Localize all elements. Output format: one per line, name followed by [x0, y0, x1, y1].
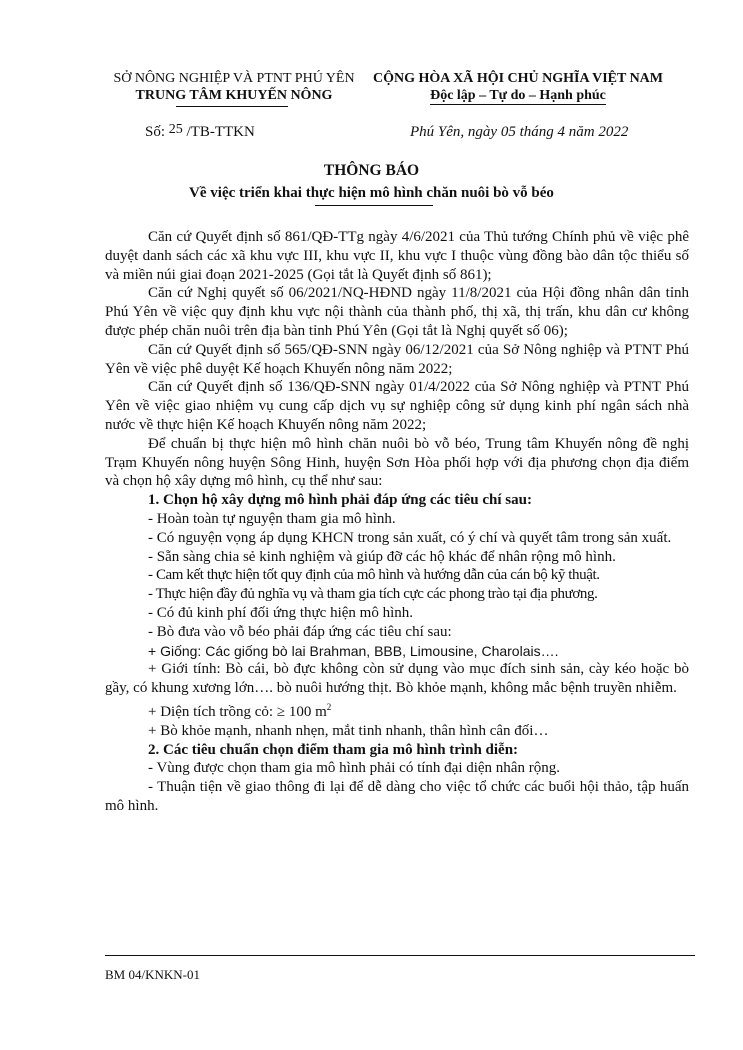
area-superscript: 2	[326, 701, 332, 712]
section-heading: 1. Chọn hộ xây dựng mô hình phải đáp ứng các tiêu chí sau:	[148, 492, 532, 509]
list-item: - Bò đưa vào vỗ béo phải đáp ứng các tiêu chí sau:	[148, 623, 452, 640]
number-suffix: /TB-TTKN	[186, 124, 255, 140]
list-item: + Giới tính: Bò cái, bò đực không còn sử dụng vào mục đích sinh sản, cày kéo hoặc bò gầy, có khung xương lớn…. bò nuôi hướng thịt. Bò khỏe mạnh, không mắc bệnh truyền nhiễm.	[105, 661, 689, 697]
list-item: - Cam kết thực hiện tốt quy định của mô hình và hướng dẫn của cán bộ kỹ thuật.	[148, 567, 600, 584]
paragraph: Căn cứ Quyết định số 136/QĐ-SNN ngày 01/4/2022 của Sở Nông nghiệp và PTNT Phú Yên về việc giao nhiệm vụ cung cấp dịch vụ sự nghiệp công sử dụng kinh phí ngân sách nhà nước về thực hiện Kế hoạch Khuyến nông năm 2022;	[105, 379, 689, 433]
org-underline	[176, 106, 288, 107]
list-item: - Vùng được chọn tham gia mô hình phải có tính đại diện nhân rộng.	[148, 760, 560, 777]
list-item: - Sẵn sàng chia sẻ kinh nghiệm và giúp đỡ các hộ khác để nhân rộng mô hình.	[148, 548, 616, 565]
list-item-area	[105, 698, 689, 722]
footer-divider	[105, 955, 695, 956]
document-subtitle: Về việc triển khai thực hiện mô hình chăn nuôi bò vỗ béo	[189, 185, 554, 201]
national-heading	[368, 70, 668, 105]
paragraph: Căn cứ Nghị quyết số 06/2021/NQ-HĐND ngày 11/8/2021 của Hội đồng nhân dân tỉnh Phú Yên về việc quy định khu vực nội thành của thành phố, thị xã, thị trấn, khu dân cư không được phép chăn nuôi trên địa bàn tỉnh Phú Yên (Gọi tắt là Nghị quyết số 06);	[105, 285, 689, 339]
list-item: + Giống: Các giống bò lai Brahman, BBB, Limousine, Charolais….	[148, 642, 559, 659]
org-parent-name: SỞ NÔNG NGHIỆP VÀ PTNT PHÚ YÊN	[113, 71, 355, 86]
document-title: THÔNG BÁO	[323, 162, 420, 179]
form-code: BM 04/KNKN-01	[105, 967, 200, 982]
org-name: TRUNG TÂM KHUYẾN NÔNG	[135, 88, 333, 103]
national-title: CỘNG HÒA XÃ HỘI CHỦ NGHĨA VIỆT NAM	[372, 71, 663, 86]
list-item: - Hoàn toàn tự nguyện tham gia mô hình.	[148, 510, 396, 527]
section-heading: 2. Các tiêu chuẩn chọn điểm tham gia mô hình trình diễn:	[148, 741, 519, 758]
national-motto: Độc lập – Tự do – Hạnh phúc	[430, 88, 606, 103]
document-number	[145, 124, 255, 141]
issue-date: Phú Yên, ngày 05 tháng 4 năm 2022	[410, 124, 629, 140]
number-value: 25	[168, 122, 183, 137]
list-item: - Có đủ kinh phí đối ứng thực hiện mô hình.	[148, 604, 413, 621]
issuing-organization	[103, 70, 365, 104]
number-prefix: Số:	[145, 124, 166, 140]
area-text: + Diện tích trồng cỏ: ≥ 100 m	[148, 703, 327, 720]
list-item: + Bò khỏe mạnh, nhanh nhẹn, mắt tinh nhanh, thân hình cân đối…	[148, 722, 549, 739]
list-item: - Thực hiện đầy đủ nghĩa vụ và tham gia tích cực các phong trào tại địa phương.	[148, 586, 598, 603]
document-body	[105, 228, 689, 816]
subtitle-underline	[315, 205, 433, 206]
list-item: - Thuận tiện về giao thông đi lại để dễ dàng cho việc tổ chức các buổi hội thảo, tập huấn mô hình.	[105, 779, 689, 814]
list-item: - Có nguyện vọng áp dụng KHCN trong sản xuất, có ý chí và quyết tâm trong sản xuất.	[148, 529, 672, 546]
paragraph: Căn cứ Quyết định số 861/QĐ-TTg ngày 4/6/2021 của Thủ tướng Chính phủ về việc phê duyệt danh sách các xã khu vực III, khu vực II, khu vực I thuộc vùng đồng bào dân tộc thiểu số và miền núi giai đoạn 2021-2025 (Gọi tắt là Quyết định số 861);	[105, 229, 689, 283]
paragraph: Căn cứ Quyết định số 565/QĐ-SNN ngày 06/12/2021 của Sở Nông nghiệp và PTNT Phú Yên về việc phê duyệt Kế hoạch Khuyến nông năm 2022;	[105, 341, 689, 377]
paragraph: Để chuẩn bị thực hiện mô hình chăn nuôi bò vỗ béo, Trung tâm Khuyến nông đề nghị Trạm Khuyến nông huyện Sông Hinh, huyện Sơn Hòa phối hợp với địa phương chọn địa điểm và chọn hộ xây dựng mô hình, cụ thể như sau:	[105, 435, 689, 490]
